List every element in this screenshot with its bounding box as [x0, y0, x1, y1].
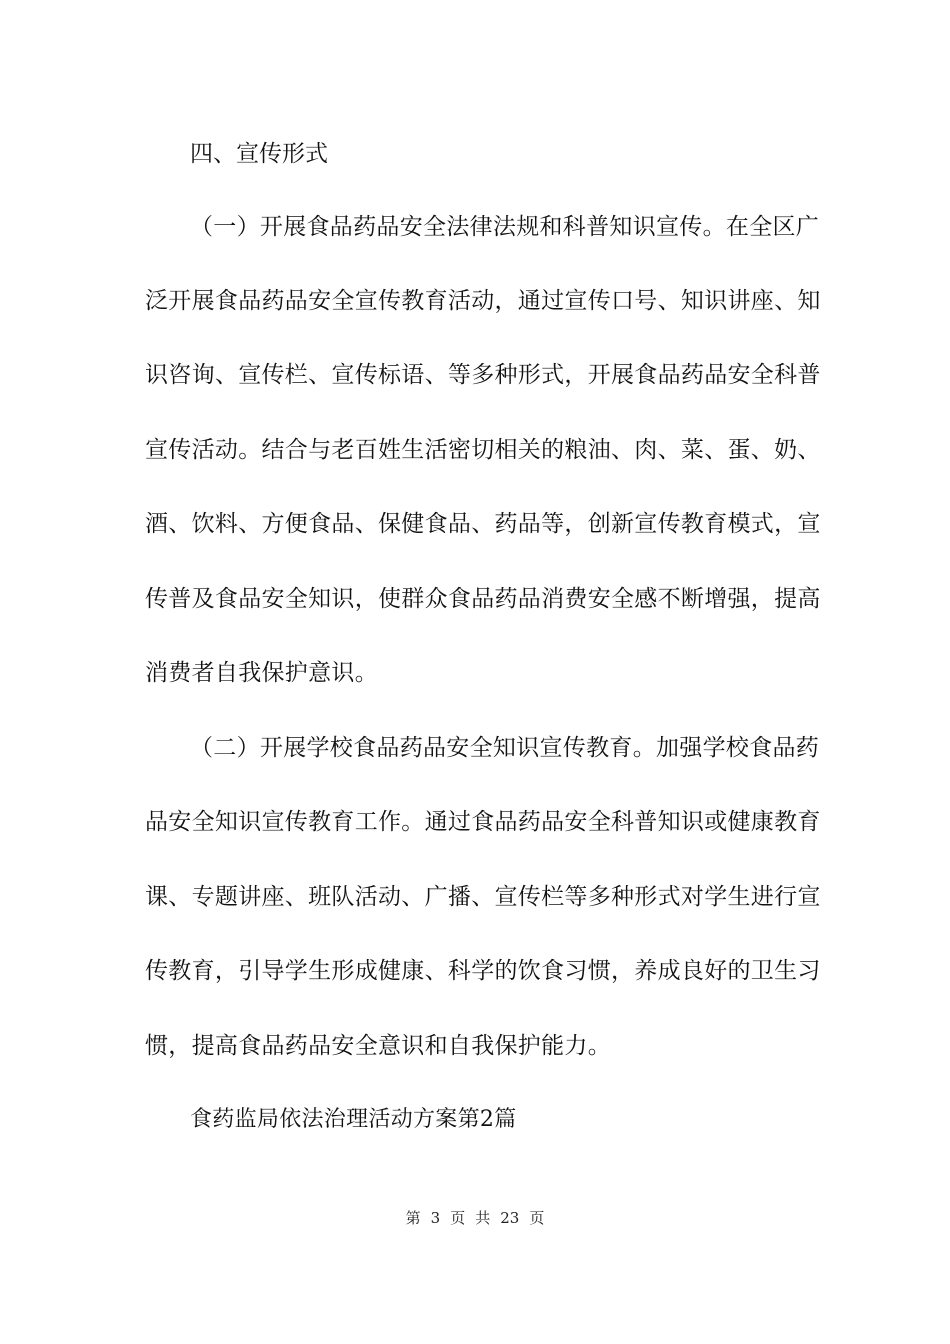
- footer-label-ye-end: 页: [529, 1209, 545, 1227]
- paragraph-1-line: （一）开展食品药品安全法律法规和科普知识宣传。在全区广: [190, 214, 820, 240]
- footer-label-ye: 页: [450, 1209, 466, 1227]
- paragraph-1-line: 酒、饮料、方便食品、保健食品、药品等，创新宣传教育模式，宣: [145, 511, 821, 537]
- paragraph-1-line: 宣传活动。结合与老百姓生活密切相关的粮油、肉、菜、蛋、奶、: [145, 437, 821, 463]
- paragraph-2-line: 课、专题讲座、班队活动、广播、宣传栏等多种形式对学生进行宣: [145, 884, 821, 910]
- paragraph-1-line: 泛开展食品药品安全宣传教育活动，通过宣传口号、知识讲座、知: [145, 288, 821, 314]
- section-heading: 四、宣传形式: [190, 141, 328, 167]
- paragraph-2-line: 传教育，引导学生形成健康、科学的饮食习惯，养成良好的卫生习: [145, 958, 821, 984]
- footer-total-pages: 23: [500, 1209, 520, 1227]
- footer-current-page: 3: [430, 1209, 441, 1227]
- next-section-title: 食药监局依法治理活动方案第2篇: [190, 1107, 517, 1132]
- footer-label-gong: 共: [475, 1209, 491, 1227]
- paragraph-1-line: 传普及食品安全知识，使群众食品药品消费安全感不断增强，提高: [145, 586, 821, 612]
- footer-label-di: 第: [405, 1209, 421, 1227]
- paragraph-1-line: 识咨询、宣传栏、宣传标语、等多种形式，开展食品药品安全科普: [145, 362, 821, 388]
- page-footer: [0, 1208, 950, 1228]
- paragraph-2-line: 惯，提高食品药品安全意识和自我保护能力。: [145, 1033, 611, 1059]
- paragraph-2-line: 品安全知识宣传教育工作。通过食品药品安全科普知识或健康教育: [145, 809, 821, 835]
- paragraph-2-line: （二）开展学校食品药品安全知识宣传教育。加强学校食品药: [190, 735, 820, 761]
- paragraph-1-line: 消费者自我保护意识。: [145, 660, 378, 686]
